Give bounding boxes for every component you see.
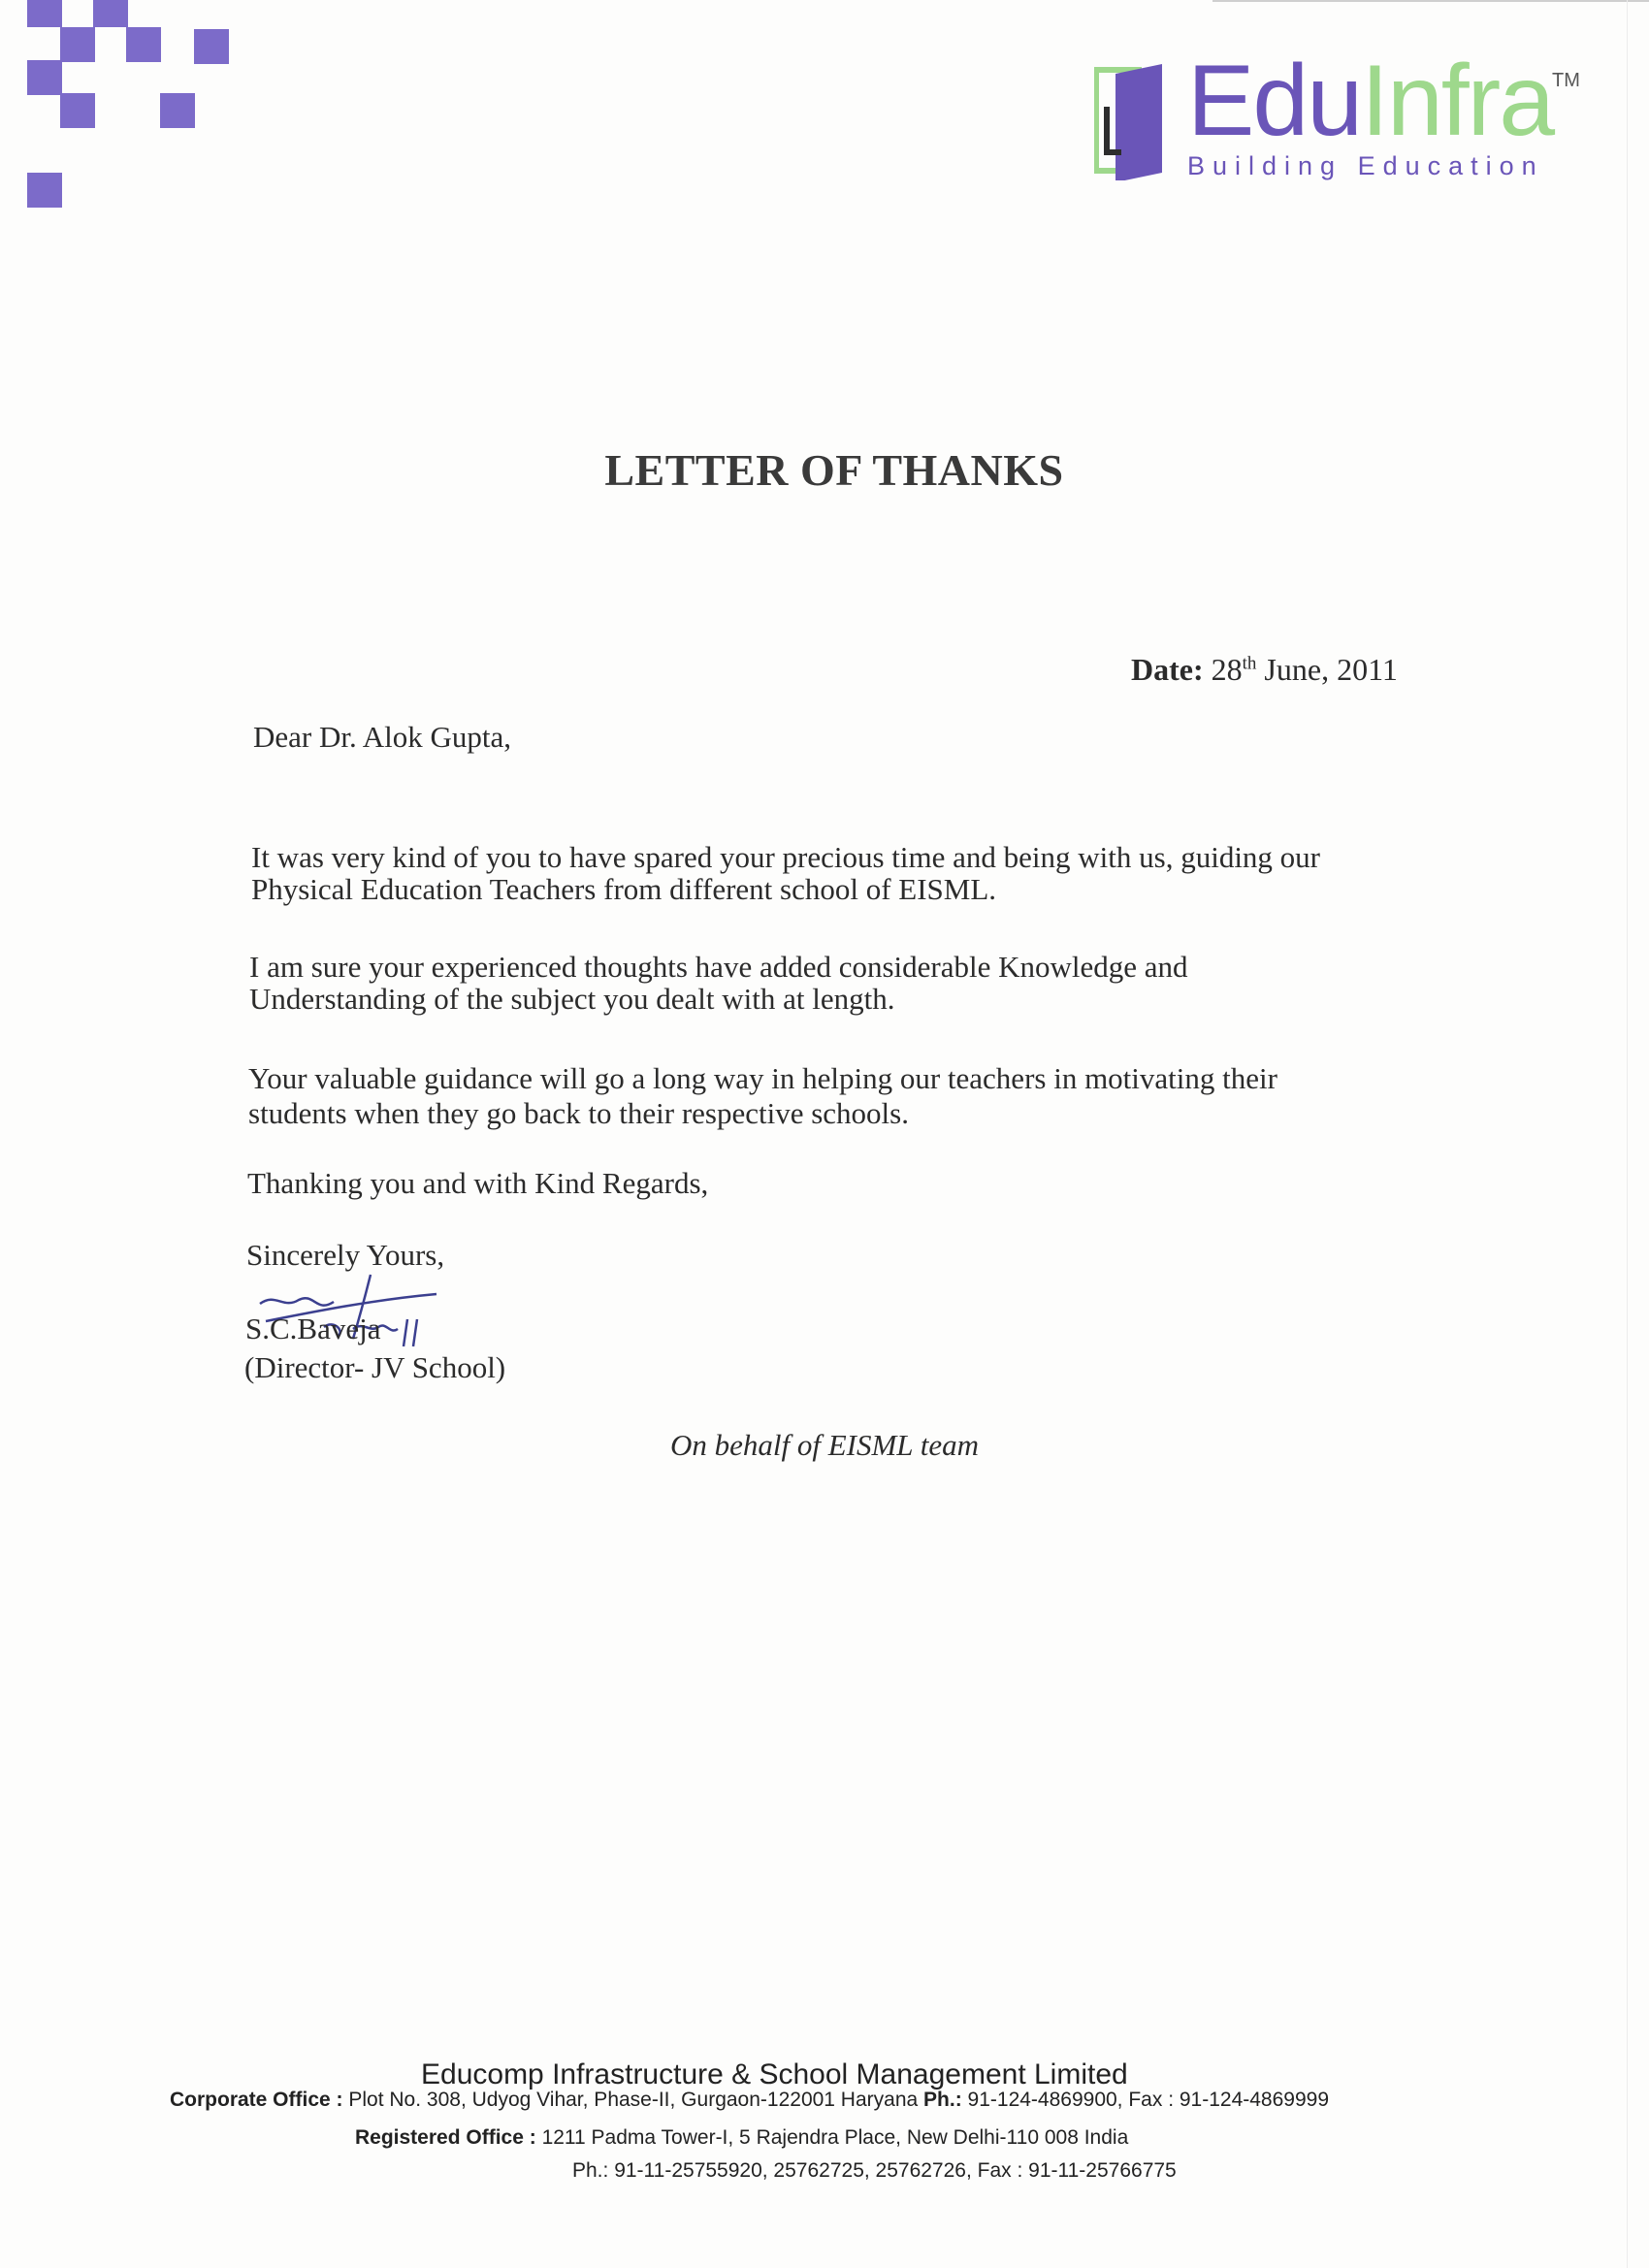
registered-office-label: Registered Office : [355, 2126, 536, 2149]
signatory-name: S.C.Baveja [245, 1312, 381, 1345]
corporate-phone-label: Ph.: [923, 2089, 962, 2111]
door-icon [1094, 64, 1164, 180]
paragraph-3-line-2: students when they go back to their respective schools. [248, 1096, 909, 1130]
logo-edu: Edu [1187, 45, 1362, 157]
salutation: Dear Dr. Alok Gupta, [253, 720, 512, 754]
letter-title: LETTER OF THANKS [604, 445, 1064, 495]
paragraph-1-line-2: Physical Education Teachers from different school of EISML. [251, 872, 997, 906]
letter-date [1131, 652, 1398, 688]
signoff: Sincerely Yours, [246, 1238, 445, 1272]
paragraph-2-line-2: Understanding of the subject you dealt with at length. [249, 982, 895, 1016]
decorative-square [27, 60, 62, 95]
registered-office-address: 1211 Padma Tower-I, 5 Rajendra Place, New Delhi-110 008 India [541, 2126, 1129, 2149]
logo-infra: Infra [1361, 45, 1554, 157]
decorative-square [27, 173, 62, 208]
date-label: Date: [1131, 652, 1204, 687]
date-suffix: th [1242, 653, 1257, 674]
decorative-square [93, 0, 128, 27]
logo-wordmark [1187, 45, 1554, 157]
footer-corporate-office [170, 2089, 1329, 2112]
on-behalf-line: On behalf of EISML team [669, 1428, 979, 1462]
signatory-title: (Director- JV School) [244, 1350, 506, 1384]
corporate-phone: 91-124-4869900, Fax : 91-124-4869999 [967, 2089, 1329, 2111]
logo-tagline: Building Education [1187, 151, 1544, 180]
eduinfra-logo [1094, 45, 1580, 192]
decorative-square [160, 93, 195, 128]
page-edge-right [1627, 0, 1628, 2268]
paragraph-1-line-1: It was very kind of you to have spared your precious time and being with us, guiding our [251, 840, 1320, 874]
paragraph-2-line-1: I am sure your experienced thoughts have added considerable Knowledge and [249, 950, 1188, 984]
footer-registered-office [355, 2126, 1128, 2150]
page-edge-top [1212, 0, 1649, 2]
decorative-square [27, 0, 62, 27]
footer-company-name: Educomp Infrastructure & School Management Limited [421, 2058, 1128, 2090]
decorative-square [60, 93, 95, 128]
paragraph-3-line-1: Your valuable guidance will go a long way in helping our teachers in motivating their [248, 1061, 1277, 1095]
corporate-office-address: Plot No. 308, Udyog Vihar, Phase-II, Gurgaon-122001 Haryana [348, 2089, 919, 2111]
decorative-square [194, 29, 229, 64]
trademark-symbol: TM [1552, 70, 1580, 91]
footer-registered-phone: Ph.: 91-11-25755920, 25762725, 25762726, Fax : 91-11-25766775 [572, 2159, 1177, 2182]
decorative-square [126, 27, 161, 62]
date-day: 28 [1211, 652, 1243, 687]
decorative-square [60, 27, 95, 62]
closing-line: Thanking you and with Kind Regards, [247, 1166, 709, 1200]
date-rest: June, 2011 [1264, 652, 1398, 687]
corporate-office-label: Corporate Office : [170, 2089, 343, 2111]
